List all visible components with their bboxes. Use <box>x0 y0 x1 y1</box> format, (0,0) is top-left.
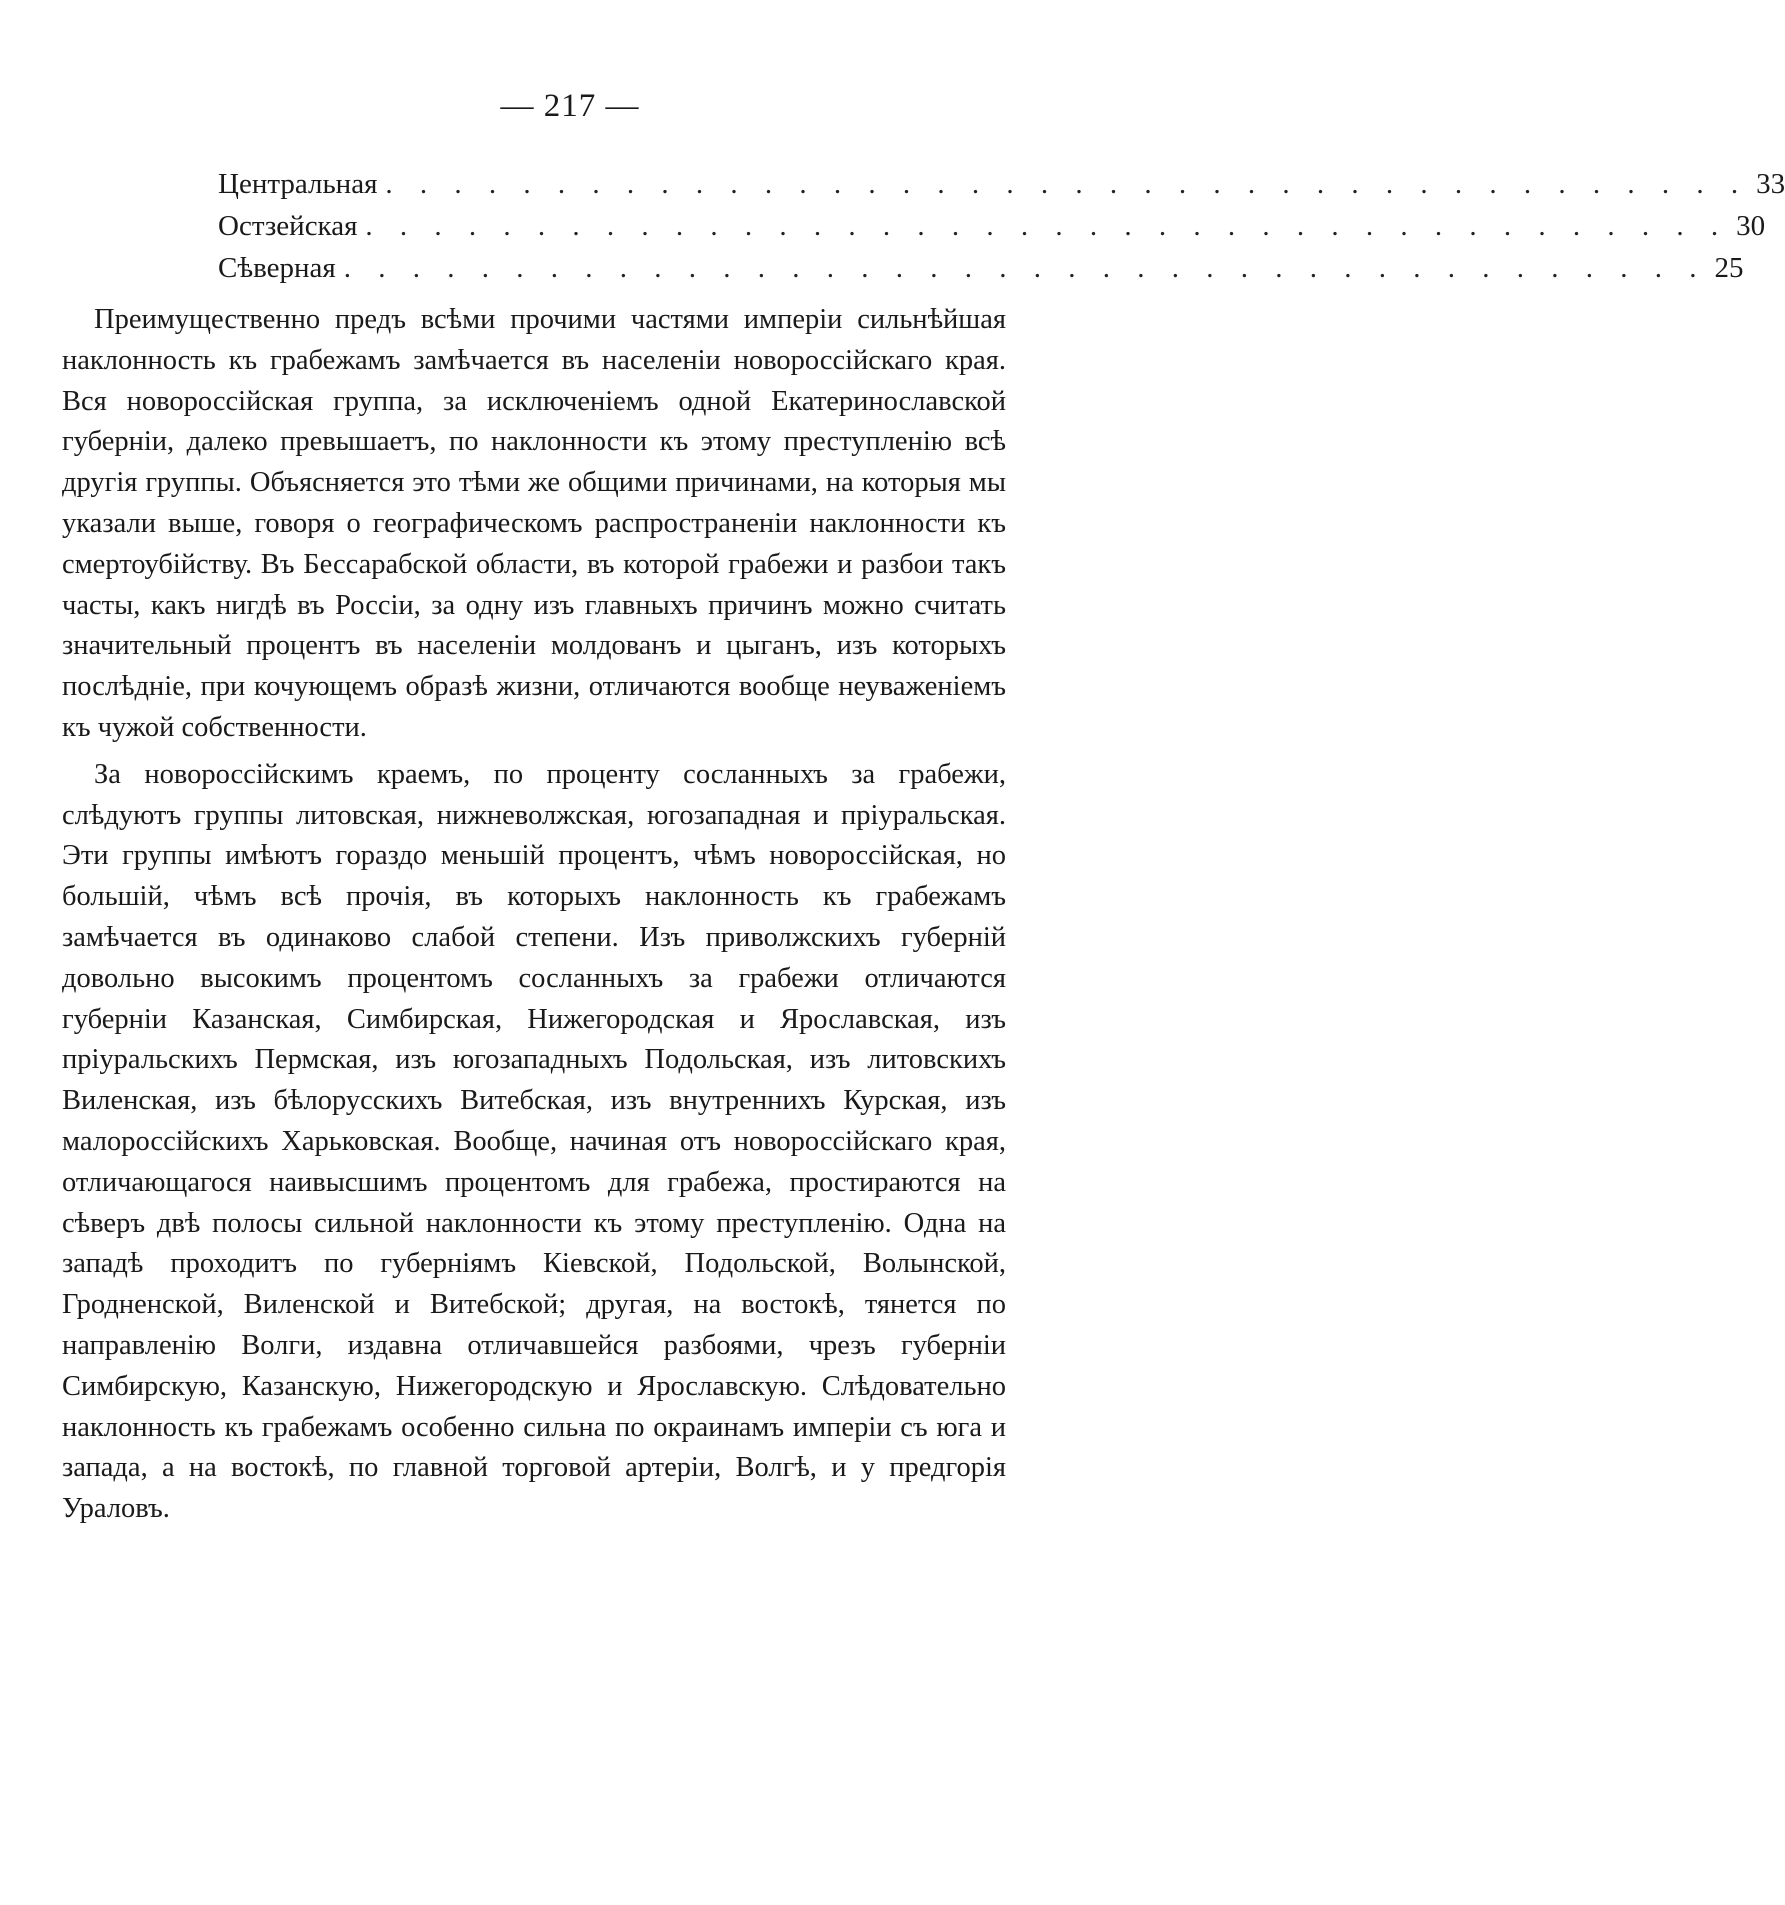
dot-leader: . . . . . . . . . . . . . . . . . . . . . . . . . . . . . . . . . . . . . . . . <box>365 210 1729 242</box>
statistics-list <box>218 168 1785 294</box>
dot-leader: . . . . . . . . . . . . . . . . . . . . . . . . . . . . . . . . . . . . . . . . <box>385 168 1749 200</box>
page-number: — 217 — <box>500 88 640 124</box>
body-text <box>62 300 1006 1530</box>
region-label: Центральная <box>218 168 378 200</box>
list-item <box>218 168 1785 210</box>
list-item <box>218 210 1766 252</box>
region-label: Остзейская <box>218 210 358 242</box>
paragraph: Преимущественно предъ всѣми прочими частями имперіи сильнѣйшая наклонность къ грабежамъ замѣчается въ населеніи новороссійскаго края. Вся новороссійская группа, за исключеніемъ одной Екатеринославской губерніи, далеко превышаетъ, по наклонности къ этому преступленію всѣ другія группы. Объясняется это тѣми же общими причинами, на которыя мы указали выше, говоря о географическомъ распространеніи наклонности къ смертоубійству. Въ Бессарабской области, въ которой грабежи и разбои такъ часты, какъ нигдѣ въ Россіи, за одну изъ главныхъ причинъ можно считать значительный процентъ въ населеніи молдованъ и цыганъ, изъ которыхъ послѣдніе, при кочующемъ образѣ жизни, отличаются вообще неуваженіемъ къ чужой собственности. <box>62 304 1006 743</box>
region-value: 30 <box>1736 210 1766 242</box>
region-value: 33 <box>1756 168 1785 200</box>
paragraph: За новороссійскимъ краемъ, по проценту сосланныхъ за грабежи, слѣдуютъ группы литовская, нижневолжская, югозападная и пріуральская. Эти группы имѣютъ гораздо меньшій процентъ, чѣмъ новороссійская, но большій, чѣмъ всѣ прочія, въ которыхъ наклонность къ грабежамъ замѣчается въ одинаково слабой степени. Изъ приволжскихъ губерній довольно высокимъ процентомъ сосланныхъ за грабежи отличаются губерніи Казанская, Симбирская, Нижегородская и Ярославская, изъ пріуральскихъ Пермская, изъ югозападныхъ Подольская, изъ литовскихъ Виленская, изъ бѣлорусскихъ Витебская, изъ внутреннихъ Курская, изъ малороссійскихъ Харьковская. Вообще, начиная отъ новороссійскаго края, отличающагося наивысшимъ процентомъ для грабежа, простираются на сѣверъ двѣ полосы сильной наклонности къ этому преступленію. Одна на западѣ проходитъ по губерніямъ Кіевской, Подольской, Волынской, Гродненской, Виленской и Витебской; другая, на востокѣ, тянется по направленію Волги, издавна отличавшейся разбоями, чрезъ губерніи Симбирскую, Казанскую, Нижегородскую и Ярославскую. Слѣдовательно наклонность къ грабежамъ особенно сильна по окраинамъ имперіи съ юга и запада, а на востокѣ, по главной торговой артеріи, Волгѣ, и у предгорія Ураловъ. <box>62 758 1006 1525</box>
dot-leader: . . . . . . . . . . . . . . . . . . . . . . . . . . . . . . . . . . . . . . . . <box>343 252 1707 284</box>
list-item <box>218 252 1744 294</box>
region-value: 25 <box>1714 252 1744 284</box>
region-label: Сѣверная <box>218 252 336 284</box>
